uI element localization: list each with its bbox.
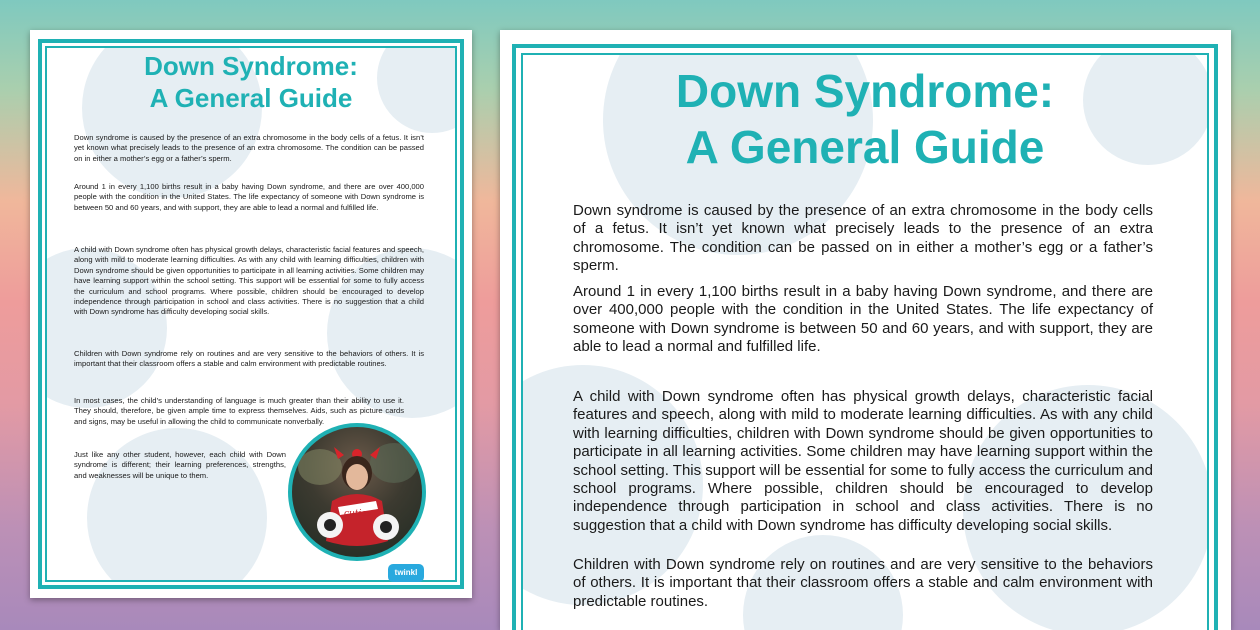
paragraph: Children with Down syndrome rely on routines and are very sensitive to the behaviors of others. It is important that their classroom offers a stable and calm environment with predictable routines. [74,349,424,369]
paragraph: Children with Down syndrome rely on routines and are very sensitive to the behaviors of others. It is important that their classroom offers a stable and calm environment with predictable routines. [573,556,1153,610]
title-line-2: A General Guide [149,83,353,113]
title-line-1: Down Syndrome: [144,51,358,81]
title-line-1: Down Syndrome: [675,65,1055,117]
paragraph: Down syndrome is caused by the presence of an extra chromosome in the body cells of a fetus. It isn’t yet known what precisely leads to the presence of an extra chromosome. The condition can be passed on in either a mother’s egg or a father’s sperm. [74,133,424,163]
paragraph: A child with Down syndrome often has physical growth delays, characteristic facial features and speech, along with mild to moderate learning difficulties. As with any child with learning difficulties, children with Down syndrome should be given opportunities to participate in all learning activities. Some children may have learning support within the school setting. This support will be essential for some to fully access the curriculum and school programs. Where possible, children should be encouraged to develop independence through participation in school and class activities. There is no suggestion that a child with Down syndrome has difficulty developing social skills. [573,388,1153,534]
page-thumbnail [30,30,472,598]
page-title [45,50,457,114]
twinkl-logo [388,564,424,582]
student-photo [288,423,426,561]
page-zoomed [500,30,1231,630]
paragraph: A child with Down syndrome often has physical growth delays, characteristic facial features and speech, along with mild to moderate learning difficulties. As with any child with learning difficulties, children with Down syndrome should be given opportunities to participate in all learning activities. Some children may have learning support within the school setting. This support will be essential for some to fully access the curriculum and school programs. Where possible, children should be encouraged to develop independence through participation in school and class activities. There is no suggestion that a child with Down syndrome has difficulty developing social skills. [74,245,424,317]
paragraph: Around 1 in every 1,100 births result in a baby having Down syndrome, and there are over 400,000 people with the condition in the United States. The life expectancy of someone with Down syndrome is between 50 and 60 years, and with support, they are able to lead a normal and fulfilled life. [573,283,1153,356]
paragraph: In most cases, the child’s understanding of language is much greater than their ability to use it. They should, therefore, be given ample time to express themselves. Aids, such as picture cards and signs, may be useful in allowing the child to communicate nonverbally. [74,396,404,426]
page-title [521,63,1209,175]
paragraph: Around 1 in every 1,100 births result in a baby having Down syndrome, and there are over 400,000 people with the condition in the United States. The life expectancy of someone with Down syndrome is between 50 and 60 years, and with support, they are able to lead a normal and fulfilled life. [74,182,424,212]
cheerleader-illustration [292,427,422,557]
paragraph: Just like any other student, however, each child with Down syndrome is different; their learning preferences, strengths, and weaknesses will be unique to them. [74,450,286,480]
title-line-2: A General Guide [685,121,1045,173]
paragraph: Down syndrome is caused by the presence of an extra chromosome in the body cells of a fetus. It isn’t yet known what precisely leads to the presence of an extra chromosome. The condition can be passed on in either a mother’s egg or a father’s sperm. [573,202,1153,275]
shirt-text: cuties [344,509,372,519]
logo-text: twinkl [394,568,418,577]
